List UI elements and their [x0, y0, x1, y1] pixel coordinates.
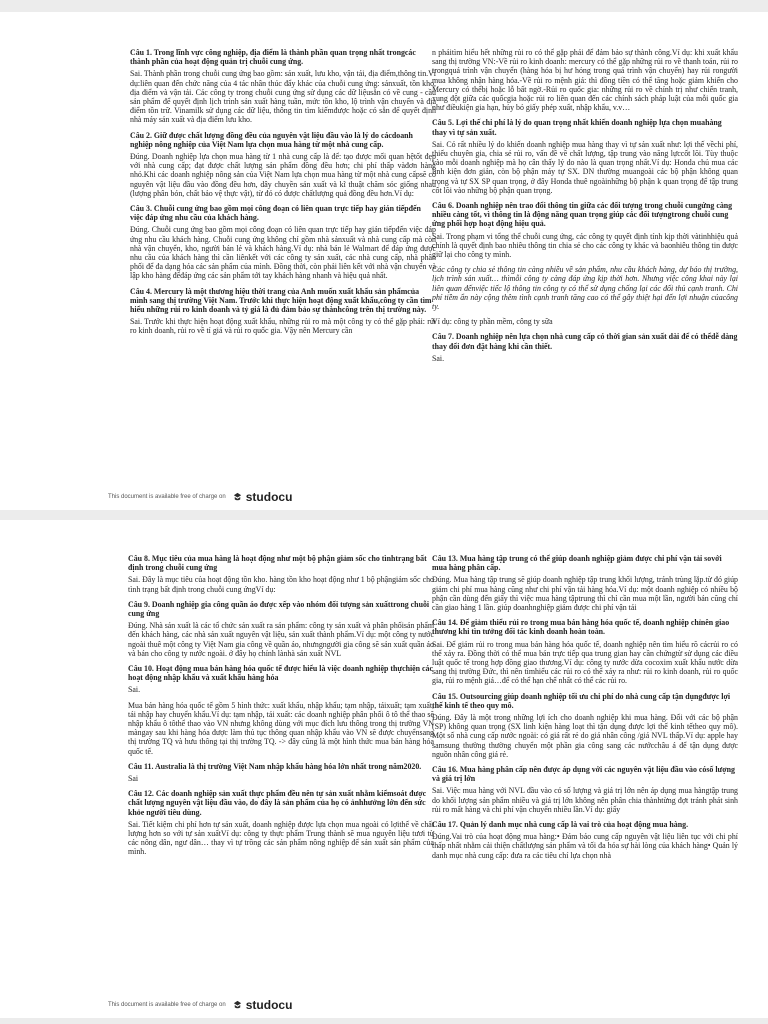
answer-paragraph: n phảitìm hiểu hết những rủi ro có thể gặp phải để đảm bảo sự thành công.Ví dụ: khi xuất khẩu sang thị trường VN:-Về rủi ro kinh doanh: mercury có thể gặp những rủi ro về thanh toán, rủi ro trongquá trình vận chuyển (hàng hóa bị hư hỏng trong quá trình vận chuyển) hay rủi rongười mua không nhận hàng hóa.-Về rủi ro mệnh giá: thì đồng tiền có thể tăng hoặc giảm khiến cho Mercury có thểbị hoặc lỗ bất ngờ.-Rủi ro quốc gia: những rủi ro về chính trị như chiến tranh, xung đột giữa các quốcgia hoặc rủi ro liên quan đến các chính sách pháp luật của mỗi quốc gia như điềukiện gia hạn, hủy bỏ giấy phép xuất, nhập khẩu, v.v…: [432, 48, 738, 113]
question-heading: Câu 3. Chuỗi cung ứng bao gồm mọi công đoạn có liên quan trực tiếp hay gián tiếpđến việc đáp ứng nhu cầu của khách hàng.: [130, 204, 421, 223]
answer-paragraph: Sai. Có rất nhiều lý do khiến doanh nghiệp mua hàng thay vì tự sản xuất như: lợi thế vềchi phí, thiếu chuyên gia, chia sẻ rủi ro, vấn đề về chất lượng, tập trung vào năng lựccốt lõi. Tùy thuộc vào mỗi doanh nghiệp mà họ cân thấy lý do nào là quan trọng nhất.Ví dụ: Honda chủ mua các linh kiện đơn giản, còn bộ phận máy tự SX. DN thường muangoài các bộ phận không quan trọng và tự SX SP quan trọng, ở đây Honda thuê ngoàinhững bộ phận k quan trọng để tập trung cốt lõi vào những bộ phận quan trọng.: [432, 139, 738, 195]
answer-paragraph: Mua bán hàng hóa quốc tế gồm 5 hình thức: xuất khẩu, nhập khẩu; tạm nhập, táixuất; tạm xuất, tái nhập hay chuyển khẩu.Ví dụ: tạm nhập, tái xuất: các doanh nghiệp phân phối ô tô thể thao sẽ nhập khẩu ô tôthể thao vào VN nhưng không dùng với mục đích lưu thông trong thị trường VN màngay sau khi hàng hóa được làm thủ tục thông quan nhập khẩu vào VN sẽ được chuyểnsang thị trường TQ và hưu thông tại thị trường TQ. -> đây cũng là một hình thức mua bán hàng hóa quốc tế.: [128, 700, 434, 756]
answer-paragraph: Sai. Việc mua hàng với NVL đầu vào có số lượng và giá trị lớn nên áp dụng mua hàngtập trung do khối lượng sản phẩm nhiều và giá trị lớn không nên phân chia thànhtừng đợt tránh phát sinh rủi ro mất hàng và chi phí vận chuyển nhiều lần.Ví dụ: giấy: [432, 786, 738, 814]
footer-notice: This document is available free of charge on: [108, 1002, 226, 1008]
question-heading: Câu 8. Mục tiêu của mua hàng là hoạt động như một bộ phận giảm sốc cho tìnhtrạng bất định trong chuỗi cung ứng: [128, 554, 427, 573]
question-heading: Câu 14. Để giảm thiểu rủi ro trong mua bán hàng hóa quốc tế, doanh nghiệp chỉnên giao thương khi tìn tưởng đối tác kinh doanh hoàn toàn.: [432, 618, 730, 637]
question-heading: Câu 5. Lợi thế chi phí là lý do quan trọng nhất khiến doanh nghiệp lựa chọn muahàng thay vì tự sản xuất.: [432, 118, 722, 137]
studocu-logo[interactable]: [232, 998, 293, 1012]
answer-paragraph: Sai: [128, 774, 139, 784]
page-footer: [108, 490, 292, 504]
question-heading: Câu 17. Quản lý danh mục nhà cung cấp là vai trò của hoạt động mua hàng.: [432, 820, 689, 830]
page1-left-column: [130, 48, 436, 342]
answer-paragraph: Đúng. Mua hàng tập trung sẽ giúp doanh nghiệp tập trung khối lượng, tránh trùng lặp.từ đó giúp giảm chi phí mua hàng cũng như chi phí vận tải hàng hóa.Ví dụ: một doanh nghiệp có nhiều bộ phận cần dùng đến giấy thì việc mua hàng tậptrung thì chỉ cần mua một lần, người bán cũng chỉ cần giao hàng 1 lần. giúp doanhnghiệp giảm được chi phí vận tải: [432, 575, 738, 613]
document-page-1: [0, 12, 768, 510]
answer-paragraph: Sai. Để giảm rủi ro trong mua bán hàng hóa quốc tế, doanh nghiệp nên tìm hiểu rõ cácrủi ro có thể xảy ra. Đồng thời có thể mua bán trực tiếp qua trung gian hay cần chứngtừ sử dụng các điều luật quốc tế trong hợp đồng giao thương.Ví dụ: công ty nước dừa cocoxim xuất khẩu nước dừa sang thị trường Đức, thì nên tìmhiểu các rủi ro có thể xảy ra như: rủi ro kinh doanh, rủi ro quốc gia, rủi ro mệnh giá…để có thể hạn chế nhất có thể các rủi ro.: [432, 639, 738, 686]
answer-paragraph: Đúng. Doanh nghiệp lựa chọn mua hàng từ 1 nhà cung cấp là để: tạo được mối quan hệtốt đẹp với nhà cung cấp; đạt được chất lượng sản phẩm đồng đều hơn; chi phí thấp vàđơn hàng nhỏ.Khi các doanh nghiệp nông sản của Việt Nam lựa chọn mua hàng từ một nhà cung cấpsẽ có nguyên vật liệu đầu vào đồng đều hơn, dây chuyền sản xuất và kĩ thuật chăm sóc giống nhau (lượng phân bón, chất bảo vệ thực vật), từ đó có được chấtlượng quả đồng đều hơn.Ví dụ:: [130, 152, 436, 198]
answer-paragraph: Ví dụ: công ty phần mềm, công ty sữa: [432, 317, 553, 327]
answer-paragraph: Sai.: [432, 353, 445, 363]
question-heading: Câu 1. Trong lĩnh vực công nghiệp, địa điểm là thành phần quan trọng nhất trongcác thành phần của hoạt động quản trị chuỗi cung ứng.: [130, 48, 416, 67]
page2-left-column: [128, 554, 434, 863]
answer-paragraph: Sai. Tiết kiệm chi phí hơn tự sản xuất, doanh nghiệp được lựa chọn mua ngoài có lợithế về chất lượng hơn so với tự sản xuấtVí dụ: công ty thực phẩm Trung thành sẽ mua nguyên liệu tươi từ các nông dân, ngư dân… thay vì tự trồng các sản phẩm nông nghiệp để sản xuất sản phẩm của mình.: [128, 819, 434, 857]
answer-paragraph: Các công ty chia sẻ thông tin càng nhiều về sản phẩm, nhu cầu khách hàng, dự báo thị trường, lịch trình sản xuất… thìmỗi công ty càng đáp ứng kịp thời hơn. Nhưng việc công khai này lại liên quan đếnviệc tiếc lộ thông tin công ty có thể sử dụng chống lại các đối thủ cạnh tranh. Chi phí tiềm ẩn này cộng thêm tình cạnh tranh tăng cao có thể gây thiệt hại đến lợi nhuận củacông ty.: [432, 265, 738, 312]
question-heading: Câu 7. Doanh nghiệp nên lựa chọn nhà cung cấp có thời gian sản xuất dài để có thểdễ dàng thay đổi đơn đặt hàng khi cần thiết.: [432, 332, 738, 351]
answer-paragraph: Đúng. Nhà sản xuất là các tổ chức sản xuất ra sản phẩm: công ty sản xuất và phân phốisản phẩm đến khách hàng, các nhà sản xuất nguyên vật liệu, sản xuất thành phẩm.Ví dụ: một công ty nước ngoài thuê một công ty Việt Nam gia công về quần áo, nhưngngười gia công sẽ sản xuất quần áo và bán cho công ty nước ngoài. ở đây họ chính lànhà sản xuất NVL: [128, 621, 434, 658]
question-heading: Câu 9. Doanh nghiệp gia công quần áo được xếp vào nhóm đối tượng sản xuấttrong chuỗi cung ứng: [128, 599, 430, 619]
studocu-logo-icon: [232, 492, 243, 503]
page2-right-column: [432, 554, 738, 866]
studocu-logo[interactable]: [232, 490, 293, 504]
answer-paragraph: Đúng. Đây là một trong những lợi ích cho doanh nghiệp khi mua hàng. Đối với các bộ phận (SP) không quan trọng (SX linh kiện hàng loạt thì tận dụng được lợi thế kinh tếtheo quy mô). Một số nhà cung cấp nước ngoài: có giá rất rẻ do giá nhân công /giá NVL thấp.Ví dụ: apple hay samsung thường thường chuyển một phần gia công sang các nướcchâu á để tận dụng được nguồn nhân công giá rẻ.: [432, 713, 738, 759]
answer-paragraph: Sai. Trước khi thực hiện hoạt động xuất khẩu, những rủi ro mà một công ty có thể gặp phải: rủi ro kinh doanh, rủi ro về tỉ giá và rủi ro quốc gia. Vậy nên Mercury cần: [130, 317, 436, 336]
answer-paragraph: Đúng.Vai trò của hoạt động mua hàng:• Đảm bảo cung cấp nguyên vật liệu liên tục với chi phí thấp nhất nhằm cải thiện chấtlượng sản phẩm và tối đa hóa sự hài lòng của khách hàng• Quản lý danh mục nhà cung cấp: đưa ra các tiêu chí lựa chọn nhà: [432, 832, 738, 860]
question-heading: Câu 2. Giữ được chất lượng đồng đều của nguyên vật liệu đầu vào là lý do cácdoanh nghiệp nông nghiệp của Việt Nam lựa chọn mua hàng từ một nhà cung cấp.: [130, 130, 413, 149]
question-heading: Câu 13. Mua hàng tập trung có thể giúp doanh nghiệp giảm được chi phí vận tải sovới mua hàng phân cấp.: [432, 554, 722, 573]
document-page-2: [0, 520, 768, 1018]
page-footer: [108, 998, 292, 1012]
page1-right-column: [432, 48, 738, 369]
question-heading: Câu 4. Mercury là một thương hiệu thời trang của Anh muốn xuất khẩu sản phẩmcủa mình sang thị trường Việt Nam. Trước khi thực hiện hoạt động xuất khẩu,công ty cần tìm hiểu những rủi ro kinh doanh và tỷ giá là đủ đảm bảo sự thànhcông trên thị trường này.: [130, 286, 432, 315]
studocu-logo-icon: [232, 1000, 243, 1011]
answer-paragraph: Sai. Đây là mục tiêu của hoạt động tồn kho. hàng tồn kho hoạt động như 1 bộ phậngiảm sốc cho tình trạng bất định trong chuỗi cung ứngVí dụ:: [128, 575, 434, 594]
question-heading: Câu 6. Doanh nghiệp nên trao đổi thông tin giữa các đối tượng trong chuỗi cungứng càng nhiều càng tốt, vì thông tin là động năng quan trọng giúp các đối tượngtrong chuỗi cung ứng phối hợp hoạt động hiệu quả.: [432, 201, 733, 229]
answer-paragraph: Đúng. Chuỗi cung ứng bao gồm mọi công đoạn có liên quan trực tiếp hay gián tiếpđến việc đáp ứng nhu cầu khách hàng. Chuỗi cung ứng không chỉ gồm nhà sảnxuất và nhà cung cấp mà còn nhà vận chuyển, kho, người bán lẻ và khách hàng.Ví dụ: nhà bán lẻ Walmart để đáp ứng được nhu cầu của khách hàng thì cần liênkết với các công ty sản xuất, các nhà cung cấp, nhà phân phối để đa dạng hóa các sản phẩm của mình. Đồng thời, còn phải liên kết với nhà vận chuyển và lập kho hàng đểđáp ứng các sản phẩm tới tay khách hàng nhanh và hiệu quả nhất.: [130, 225, 436, 281]
answer-paragraph: Sai.: [128, 685, 141, 695]
studocu-brand: studocu: [245, 490, 293, 504]
question-heading: Câu 15. Outsourcing giúp doanh nghiệp tối ưu chi phí do nhà cung cấp tận dụngđược lợi thế kinh tế theo quy mô.: [432, 691, 731, 710]
question-heading: Câu 12. Các doanh nghiệp sản xuất thực phẩm đều nên tự sản xuất nhằm kiểmsoát được chất lượng nguyên vật liệu đầu vào, do đây là sản phẩm của họ có ảnhhưởng lớn đến sức khỏe người tiêu dùng.: [128, 789, 427, 817]
question-heading: Câu 16. Mua hàng phân cấp nên được áp dụng với các nguyên vật liệu đầu vào cósố lượng và giá trị lớn: [432, 765, 735, 784]
question-heading: Câu 10. Hoạt động mua bán hàng hóa quốc tế được hiểu là việc doanh nghiệp thựchiện các hoạt động nhập khẩu và xuất khẩu hàng hóa: [128, 664, 433, 683]
question-heading: Câu 11. Australia là thị trường Việt Nam nhập khẩu hàng hóa lớn nhất trong năm2020.: [128, 761, 422, 771]
footer-notice: This document is available free of charge on: [108, 494, 226, 500]
answer-paragraph: Sai. Thành phần trong chuỗi cung ứng bao gồm: sản xuất, lưu kho, vận tải, địa điểm,thông tin.Ví dụ:liên quan đến chức năng của 4 tác nhân thúc đẩy khác của chuỗi cung ứng: sảnxuất, tồn kho, địa điểm và vận tải. Các công ty trong chuỗi cung ứng sử dụng các dữ liệusẵn có về cung - cầu sản phẩm để quyết định lịch trình sản xuất hàng tuần, mức tồn kho, lộ trình vận chuyển và địa điểm tồn trữ. Vinamilk sử dụng các dữ liệu, thông tin tìm kiếmđược hoặc có sẵn để quyết định nhà máy sản xuất và địa điểm lưu kho.: [130, 69, 436, 125]
studocu-brand: studocu: [245, 998, 293, 1012]
answer-paragraph: Sai. Trong phạm vi tổng thể chuỗi cung ứng, các công ty quyết định tính kịp thời vàtinhhiệu quả chính là quyết định bao nhiêu thông tin chia sẻ cho các công ty khác và baonhiêu thông tin được giữ lại cho công ty mình.: [432, 231, 738, 260]
